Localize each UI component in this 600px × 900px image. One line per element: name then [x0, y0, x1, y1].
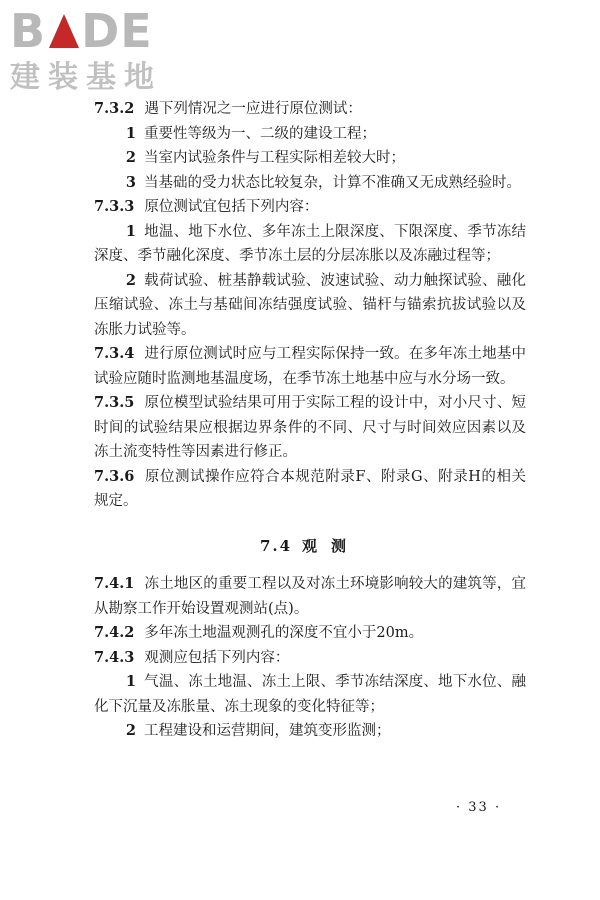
page-number: · 33 · [456, 800, 502, 815]
item-number: 3 [125, 173, 136, 191]
clause-text: 原位测试操作应符合本规范附录F、附录G、附录H的相关规定。 [94, 468, 526, 509]
logo-triangle-a [49, 14, 79, 48]
item-number: 2 [125, 722, 136, 739]
clause-number: 7.4.1 [94, 575, 135, 592]
clause-number: 7.3.6 [94, 467, 135, 485]
clause-number: 7.3.3 [94, 198, 135, 215]
section-title: 观测 [302, 536, 361, 555]
clause-text: 观测应包括下列内容： [144, 649, 290, 666]
item-text: 地温、地下水位、多年冻土上限深度、下限深度、季节冻结深度、季节融化深度、季节冻土层的分层冻胀以及冻融过程等； [94, 223, 526, 264]
section-number: 7.4 [259, 536, 293, 555]
item-text: 当基础的受力状态比较复杂，计算不准确又无成熟经验时。 [143, 174, 521, 191]
clause-7-4-3 [94, 646, 526, 671]
list-item [94, 220, 526, 269]
clause-7-3-3 [94, 195, 526, 220]
clause-7-4-2 [94, 621, 526, 646]
section-heading [94, 534, 526, 559]
list-item [94, 269, 526, 343]
clause-text: 原位模型试验结果可用于实际工程的设计中，对小尺寸、短时间的试验结果应根据边界条件的不同、尺寸与时间效应因素以及冻土流变特性等因素进行修正。 [94, 395, 526, 460]
document-body [94, 97, 526, 744]
list-item [94, 146, 526, 171]
item-number: 1 [125, 673, 136, 690]
clause-number: 7.4.3 [94, 648, 135, 666]
clause-text: 进行原位测试时应与工程实际保持一致。在多年冻土地基中试验应随时监测地基温度场，在季节冻土地基中应与水分场一致。 [94, 346, 526, 387]
item-number: 1 [125, 222, 136, 240]
clause-7-4-1 [94, 572, 526, 621]
clause-text: 遇下列情况之一应进行原位测试： [144, 101, 362, 117]
list-item [94, 171, 526, 196]
clause-number: 7.3.5 [94, 394, 135, 411]
clause-7-3-5 [94, 391, 526, 465]
item-text: 气温、冻土地温、冻土上限、季节冻结深度、地下水位、融化下沉量及冻胀量、冻土现象的变化特征等； [94, 674, 526, 715]
item-text: 重要性等级为一、二级的建设工程； [143, 125, 376, 142]
clause-7-3-2 [94, 97, 526, 122]
brand-logo [10, 4, 180, 96]
clause-number: 7.4.2 [94, 624, 135, 641]
clause-text: 冻土地区的重要工程以及对冻土环境影响较大的建筑等，宜从勘察工作开始设置观测站(点)。 [94, 576, 526, 617]
item-number: 2 [125, 149, 136, 166]
clause-text: 原位测试宜包括下列内容： [144, 199, 319, 215]
list-item [94, 122, 526, 147]
clause-number: 7.3.2 [94, 100, 135, 117]
item-number: 2 [125, 271, 136, 289]
logo-subtitle: 建装基地 [10, 60, 162, 95]
list-item [94, 670, 526, 719]
item-text: 工程建设和运营期间，建筑变形监测； [143, 723, 391, 739]
clause-7-3-4 [94, 342, 526, 391]
item-text: 当室内试验条件与工程实际相差较大时； [143, 150, 405, 166]
item-text: 载荷试验、桩基静载试验、波速试验、动力触探试验、融化压缩试验、冻土与基础间冻结强度试验、锚杆与锚索抗拔试验以及冻胀力试验等。 [94, 272, 526, 338]
logo-letter-b: B [10, 4, 47, 58]
list-item [94, 719, 526, 744]
clause-text: 多年冻土地温观测孔的深度不宜小于20m。 [144, 625, 424, 641]
clause-number: 7.3.4 [94, 345, 135, 362]
logo-letters-de: DE [81, 4, 153, 58]
item-number: 1 [125, 124, 136, 142]
clause-7-3-6 [94, 465, 526, 514]
logo-wordmark [10, 4, 180, 58]
